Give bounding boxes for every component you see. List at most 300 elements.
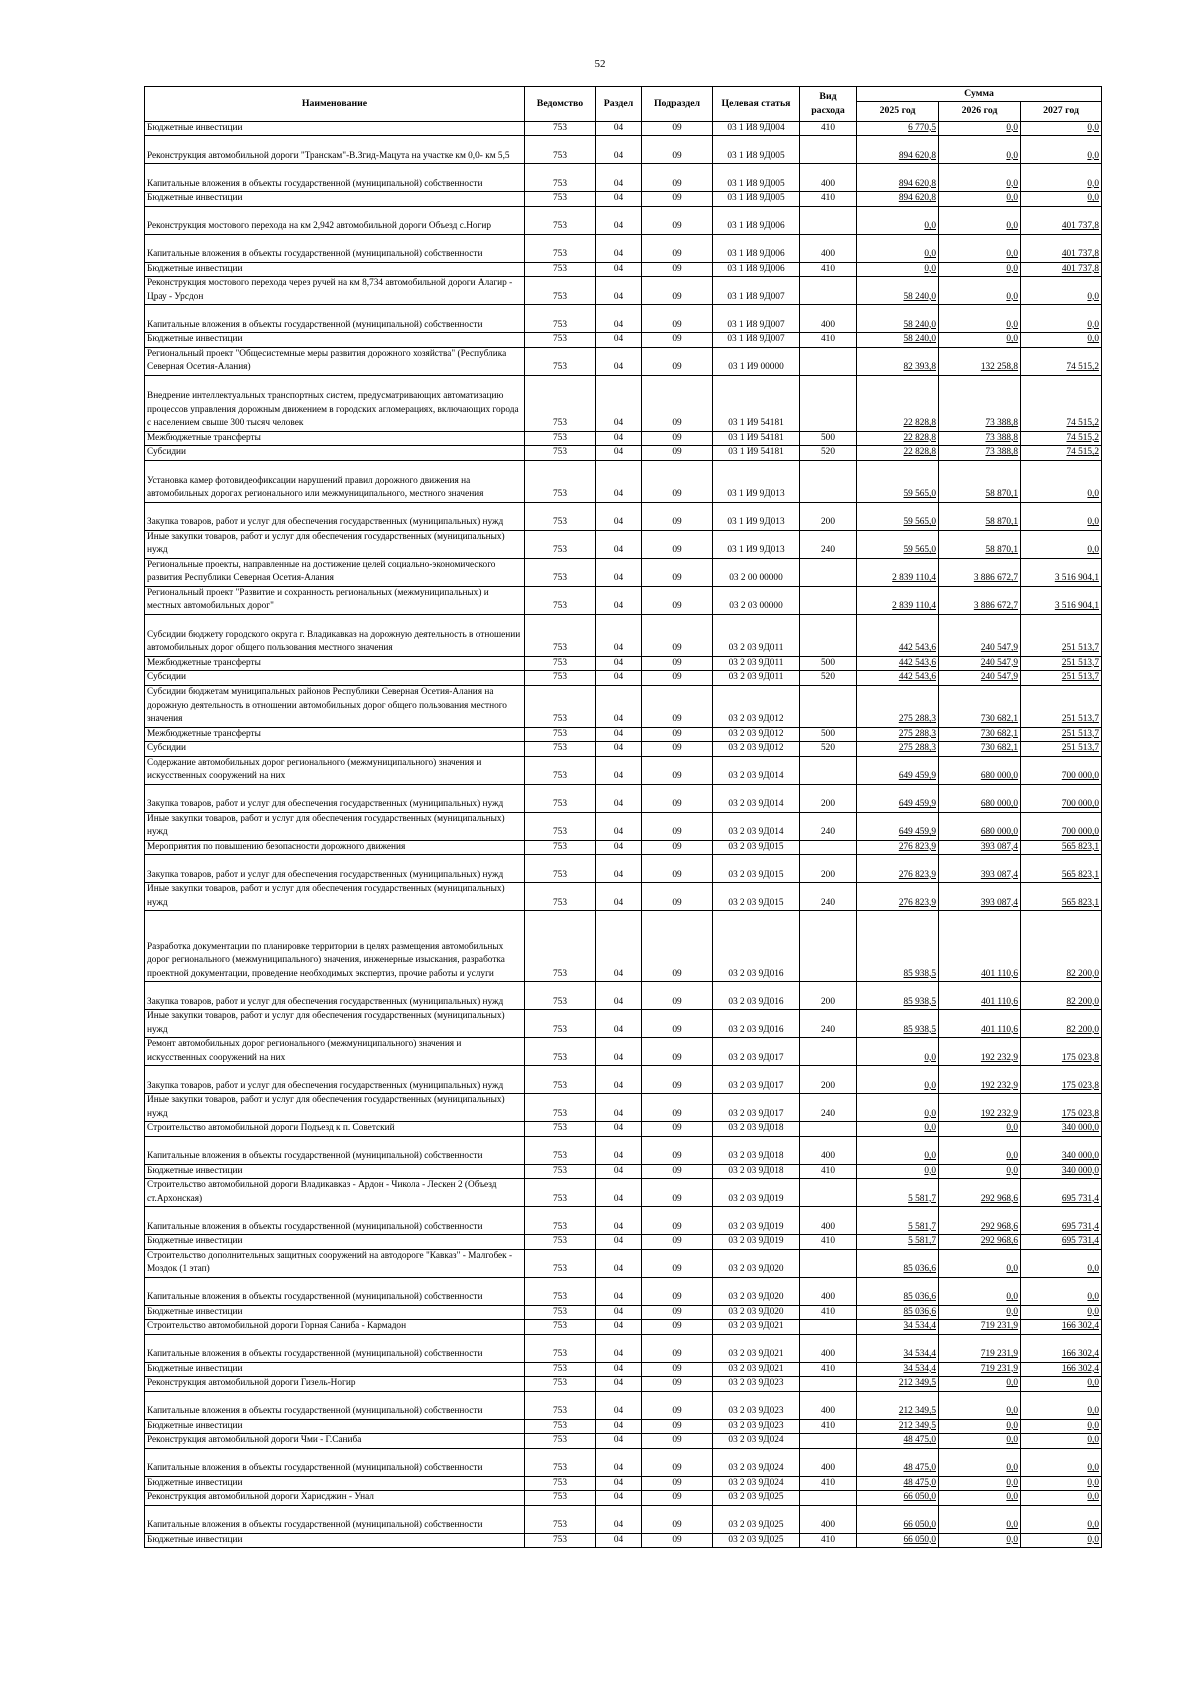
row-dept: 753 xyxy=(525,1122,596,1137)
row-sum-2027: 175 023,8 xyxy=(1021,1094,1102,1122)
row-exptype: 240 xyxy=(800,812,857,840)
row-name: Капитальные вложения в объекты государственной (муниципальной) собственности xyxy=(145,1334,525,1362)
row-exptype xyxy=(800,911,857,982)
row-section: 04 xyxy=(596,164,642,192)
row-sum-2027: 0,0 xyxy=(1021,1505,1102,1533)
table-row xyxy=(145,1391,1102,1419)
row-exptype: 500 xyxy=(800,656,857,671)
row-sum-2027: 695 731,4 xyxy=(1021,1235,1102,1250)
col-dept-header: Ведомство xyxy=(525,87,596,122)
row-target: 03 2 03 9Д021 xyxy=(713,1320,800,1335)
row-sum-2025: 442 543,6 xyxy=(857,656,939,671)
row-sum-2026: 401 110,6 xyxy=(939,982,1021,1010)
row-sum-2027: 0,0 xyxy=(1021,460,1102,502)
row-target: 03 2 03 9Д011 xyxy=(713,614,800,656)
row-name: Субсидии xyxy=(145,671,525,686)
row-subsection: 09 xyxy=(642,1419,713,1434)
row-sum-2027: 3 516 904,1 xyxy=(1021,586,1102,614)
table-row xyxy=(145,1362,1102,1377)
row-sum-2025: 442 543,6 xyxy=(857,671,939,686)
row-exptype: 400 xyxy=(800,1136,857,1164)
row-sum-2027: 175 023,8 xyxy=(1021,1038,1102,1066)
row-dept: 753 xyxy=(525,347,596,375)
row-dept: 753 xyxy=(525,1391,596,1419)
row-dept: 753 xyxy=(525,1066,596,1094)
row-sum-2025: 442 543,6 xyxy=(857,614,939,656)
row-sum-2027: 0,0 xyxy=(1021,1249,1102,1277)
row-dept: 753 xyxy=(525,1362,596,1377)
table-row xyxy=(145,431,1102,446)
row-name: Установка камер фотовидеофиксации нарушений правил дорожного движения на автомобильных дорогах регионального или межмуниципального, местного значения xyxy=(145,460,525,502)
row-exptype xyxy=(800,1249,857,1277)
row-target: 03 2 03 9Д017 xyxy=(713,1066,800,1094)
row-sum-2026: 0,0 xyxy=(939,1277,1021,1305)
row-dept: 753 xyxy=(525,586,596,614)
row-name: Бюджетные инвестиции xyxy=(145,262,525,277)
row-target: 03 2 03 9Д014 xyxy=(713,812,800,840)
row-dept: 753 xyxy=(525,502,596,530)
row-section: 04 xyxy=(596,671,642,686)
row-exptype: 200 xyxy=(800,784,857,812)
row-dept: 753 xyxy=(525,1320,596,1335)
row-target: 03 2 03 9Д024 xyxy=(713,1448,800,1476)
row-exptype: 410 xyxy=(800,1305,857,1320)
row-name: Капитальные вложения в объекты государственной (муниципальной) собственности xyxy=(145,305,525,333)
row-sum-2025: 58 240,0 xyxy=(857,277,939,305)
row-section: 04 xyxy=(596,347,642,375)
row-sum-2027: 700 000,0 xyxy=(1021,812,1102,840)
row-section: 04 xyxy=(596,460,642,502)
row-name: Капитальные вложения в объекты государственной (муниципальной) собственности xyxy=(145,234,525,262)
row-sum-2026: 292 968,6 xyxy=(939,1235,1021,1250)
row-sum-2026: 0,0 xyxy=(939,262,1021,277)
row-target: 03 2 03 9Д018 xyxy=(713,1136,800,1164)
row-section: 04 xyxy=(596,1419,642,1434)
row-sum-2025: 85 036,6 xyxy=(857,1305,939,1320)
row-dept: 753 xyxy=(525,192,596,207)
row-sum-2025: 22 828,8 xyxy=(857,446,939,461)
row-name: Иные закупки товаров, работ и услуг для обеспечения государственных (муниципальных) нужд xyxy=(145,530,525,558)
row-exptype: 400 xyxy=(800,305,857,333)
table-row xyxy=(145,206,1102,234)
row-subsection: 09 xyxy=(642,1305,713,1320)
row-name: Внедрение интеллектуальных транспортных систем, предусматривающих автоматизацию процессов управления дорожным движением в городских агломерациях, включающих города с населением свыше 300 тысяч человек xyxy=(145,375,525,431)
row-exptype xyxy=(800,756,857,784)
row-sum-2025: 34 534,4 xyxy=(857,1334,939,1362)
row-dept: 753 xyxy=(525,784,596,812)
row-subsection: 09 xyxy=(642,1277,713,1305)
table-row xyxy=(145,460,1102,502)
row-section: 04 xyxy=(596,1334,642,1362)
table-row xyxy=(145,685,1102,727)
row-sum-2025: 275 288,3 xyxy=(857,727,939,742)
row-name: Реконструкция мостового перехода на км 2,942 автомобильной дороги Объезд с.Ногир xyxy=(145,206,525,234)
row-target: 03 2 03 9Д024 xyxy=(713,1476,800,1491)
row-subsection: 09 xyxy=(642,558,713,586)
row-section: 04 xyxy=(596,685,642,727)
row-section: 04 xyxy=(596,1434,642,1449)
row-sum-2027: 251 513,7 xyxy=(1021,656,1102,671)
row-subsection: 09 xyxy=(642,1164,713,1179)
row-sum-2026: 730 682,1 xyxy=(939,727,1021,742)
row-dept: 753 xyxy=(525,1249,596,1277)
row-dept: 753 xyxy=(525,460,596,502)
row-section: 04 xyxy=(596,1505,642,1533)
row-subsection: 09 xyxy=(642,1038,713,1066)
row-subsection: 09 xyxy=(642,305,713,333)
row-name: Бюджетные инвестиции xyxy=(145,1419,525,1434)
table-row xyxy=(145,530,1102,558)
row-section: 04 xyxy=(596,742,642,757)
row-sum-2025: 66 050,0 xyxy=(857,1491,939,1506)
row-sum-2027: 0,0 xyxy=(1021,192,1102,207)
row-sum-2026: 58 870,1 xyxy=(939,502,1021,530)
row-sum-2026: 393 087,4 xyxy=(939,840,1021,855)
row-sum-2026: 401 110,6 xyxy=(939,1010,1021,1038)
row-dept: 753 xyxy=(525,530,596,558)
row-name: Иные закупки товаров, работ и услуг для обеспечения государственных (муниципальных) нужд xyxy=(145,1010,525,1038)
row-sum-2026: 58 870,1 xyxy=(939,530,1021,558)
row-section: 04 xyxy=(596,262,642,277)
row-exptype xyxy=(800,136,857,164)
row-section: 04 xyxy=(596,1207,642,1235)
row-subsection: 09 xyxy=(642,1377,713,1392)
row-sum-2026: 0,0 xyxy=(939,136,1021,164)
row-target: 03 2 00 00000 xyxy=(713,558,800,586)
row-sum-2025: 0,0 xyxy=(857,206,939,234)
row-section: 04 xyxy=(596,1136,642,1164)
row-subsection: 09 xyxy=(642,234,713,262)
row-name: Реконструкция автомобильной дороги Чми - Г.Саниба xyxy=(145,1434,525,1449)
row-exptype: 400 xyxy=(800,164,857,192)
row-dept: 753 xyxy=(525,431,596,446)
row-sum-2026: 0,0 xyxy=(939,305,1021,333)
row-sum-2027: 0,0 xyxy=(1021,164,1102,192)
row-target: 03 2 03 9Д015 xyxy=(713,855,800,883)
row-sum-2025: 85 036,6 xyxy=(857,1249,939,1277)
row-section: 04 xyxy=(596,1010,642,1038)
row-dept: 753 xyxy=(525,1305,596,1320)
row-name: Капитальные вложения в объекты государственной (муниципальной) собственности xyxy=(145,1136,525,1164)
row-subsection: 09 xyxy=(642,784,713,812)
budget-table xyxy=(144,86,1102,1548)
row-target: 03 2 03 9Д012 xyxy=(713,742,800,757)
table-row xyxy=(145,502,1102,530)
row-exptype xyxy=(800,586,857,614)
row-dept: 753 xyxy=(525,1377,596,1392)
table-row xyxy=(145,234,1102,262)
row-section: 04 xyxy=(596,1362,642,1377)
row-exptype: 400 xyxy=(800,1207,857,1235)
row-name: Бюджетные инвестиции xyxy=(145,1533,525,1548)
row-sum-2027: 82 200,0 xyxy=(1021,911,1102,982)
row-sum-2027: 0,0 xyxy=(1021,277,1102,305)
row-section: 04 xyxy=(596,656,642,671)
row-target: 03 1 И9 54181 xyxy=(713,431,800,446)
row-subsection: 09 xyxy=(642,1207,713,1235)
row-subsection: 09 xyxy=(642,982,713,1010)
row-sum-2025: 275 288,3 xyxy=(857,685,939,727)
row-sum-2025: 85 938,5 xyxy=(857,982,939,1010)
col-name-header: Наименование xyxy=(145,87,525,122)
row-sum-2027: 82 200,0 xyxy=(1021,1010,1102,1038)
row-exptype: 200 xyxy=(800,855,857,883)
row-name: Закупка товаров, работ и услуг для обеспечения государственных (муниципальных) нужд xyxy=(145,982,525,1010)
row-section: 04 xyxy=(596,727,642,742)
row-subsection: 09 xyxy=(642,1235,713,1250)
row-sum-2026: 719 231,9 xyxy=(939,1320,1021,1335)
row-exptype xyxy=(800,1434,857,1449)
row-name: Субсидии xyxy=(145,742,525,757)
row-sum-2025: 894 620,8 xyxy=(857,136,939,164)
row-subsection: 09 xyxy=(642,1136,713,1164)
row-subsection: 09 xyxy=(642,1334,713,1362)
row-subsection: 09 xyxy=(642,883,713,911)
page-number: 52 xyxy=(594,58,606,70)
row-target: 03 2 03 9Д025 xyxy=(713,1533,800,1548)
row-name: Региональные проекты, направленные на достижение целей социально-экономического развития Республики Северная Осетия-Алания xyxy=(145,558,525,586)
row-sum-2026: 0,0 xyxy=(939,277,1021,305)
row-target: 03 2 03 00000 xyxy=(713,586,800,614)
row-exptype xyxy=(800,1038,857,1066)
row-sum-2025: 5 581,7 xyxy=(857,1235,939,1250)
table-row xyxy=(145,1320,1102,1335)
row-sum-2027: 700 000,0 xyxy=(1021,784,1102,812)
row-sum-2026: 192 232,9 xyxy=(939,1038,1021,1066)
row-sum-2025: 66 050,0 xyxy=(857,1533,939,1548)
row-name: Бюджетные инвестиции xyxy=(145,333,525,348)
row-dept: 753 xyxy=(525,262,596,277)
row-sum-2026: 73 388,8 xyxy=(939,375,1021,431)
row-sum-2026: 240 547,9 xyxy=(939,656,1021,671)
row-name: Капитальные вложения в объекты государственной (муниципальной) собственности xyxy=(145,1448,525,1476)
row-sum-2025: 34 534,4 xyxy=(857,1362,939,1377)
row-exptype: 200 xyxy=(800,982,857,1010)
row-section: 04 xyxy=(596,840,642,855)
table-row xyxy=(145,375,1102,431)
row-subsection: 09 xyxy=(642,1476,713,1491)
row-section: 04 xyxy=(596,982,642,1010)
col-2027-header: 2027 год xyxy=(1021,101,1102,121)
row-sum-2027: 565 823,1 xyxy=(1021,855,1102,883)
row-target: 03 2 03 9Д023 xyxy=(713,1391,800,1419)
row-target: 03 2 03 9Д018 xyxy=(713,1122,800,1137)
row-sum-2027: 3 516 904,1 xyxy=(1021,558,1102,586)
row-sum-2025: 0,0 xyxy=(857,1066,939,1094)
row-name: Капитальные вложения в объекты государственной (муниципальной) собственности xyxy=(145,1391,525,1419)
table-row xyxy=(145,1277,1102,1305)
row-name: Капитальные вложения в объекты государственной (муниципальной) собственности xyxy=(145,1505,525,1533)
row-sum-2026: 393 087,4 xyxy=(939,883,1021,911)
row-sum-2027: 82 200,0 xyxy=(1021,982,1102,1010)
row-dept: 753 xyxy=(525,756,596,784)
row-section: 04 xyxy=(596,586,642,614)
row-sum-2025: 22 828,8 xyxy=(857,375,939,431)
row-dept: 753 xyxy=(525,742,596,757)
row-sum-2027: 251 513,7 xyxy=(1021,727,1102,742)
row-exptype: 240 xyxy=(800,530,857,558)
row-exptype xyxy=(800,840,857,855)
row-name: Бюджетные инвестиции xyxy=(145,1235,525,1250)
row-sum-2027: 0,0 xyxy=(1021,1419,1102,1434)
row-sum-2025: 85 938,5 xyxy=(857,1010,939,1038)
row-exptype: 240 xyxy=(800,1010,857,1038)
row-section: 04 xyxy=(596,756,642,784)
row-exptype: 410 xyxy=(800,1533,857,1548)
row-subsection: 09 xyxy=(642,1179,713,1207)
row-subsection: 09 xyxy=(642,1362,713,1377)
row-sum-2025: 5 581,7 xyxy=(857,1207,939,1235)
row-target: 03 2 03 9Д019 xyxy=(713,1207,800,1235)
row-subsection: 09 xyxy=(642,530,713,558)
row-sum-2027: 401 737,8 xyxy=(1021,262,1102,277)
row-name: Реконструкция автомобильной дороги Харисджин - Унал xyxy=(145,1491,525,1506)
row-sum-2026: 0,0 xyxy=(939,192,1021,207)
row-dept: 753 xyxy=(525,1476,596,1491)
row-section: 04 xyxy=(596,1249,642,1277)
table-row xyxy=(145,305,1102,333)
row-name: Региональный проект "Общесистемные меры развития дорожного хозяйства" (Республика Северная Осетия-Алания) xyxy=(145,347,525,375)
row-subsection: 09 xyxy=(642,206,713,234)
row-sum-2027: 166 302,4 xyxy=(1021,1362,1102,1377)
row-exptype xyxy=(800,277,857,305)
row-section: 04 xyxy=(596,1122,642,1137)
row-target: 03 1 И9 9Д013 xyxy=(713,530,800,558)
row-sum-2026: 719 231,9 xyxy=(939,1334,1021,1362)
row-dept: 753 xyxy=(525,206,596,234)
table-row xyxy=(145,1179,1102,1207)
row-sum-2027: 0,0 xyxy=(1021,121,1102,136)
row-target: 03 2 03 9Д011 xyxy=(713,671,800,686)
row-sum-2026: 680 000,0 xyxy=(939,756,1021,784)
row-subsection: 09 xyxy=(642,1010,713,1038)
row-section: 04 xyxy=(596,883,642,911)
row-target: 03 1 И8 9Д007 xyxy=(713,277,800,305)
row-exptype: 240 xyxy=(800,1094,857,1122)
row-dept: 753 xyxy=(525,446,596,461)
row-dept: 753 xyxy=(525,1419,596,1434)
row-name: Закупка товаров, работ и услуг для обеспечения государственных (муниципальных) нужд xyxy=(145,502,525,530)
row-exptype xyxy=(800,347,857,375)
row-subsection: 09 xyxy=(642,375,713,431)
row-subsection: 09 xyxy=(642,262,713,277)
table-row xyxy=(145,1249,1102,1277)
row-target: 03 2 03 9Д025 xyxy=(713,1491,800,1506)
row-target: 03 2 03 9Д016 xyxy=(713,982,800,1010)
row-target: 03 1 И8 9Д006 xyxy=(713,234,800,262)
row-section: 04 xyxy=(596,1179,642,1207)
row-sum-2025: 85 938,5 xyxy=(857,911,939,982)
row-sum-2027: 0,0 xyxy=(1021,1434,1102,1449)
row-exptype: 400 xyxy=(800,1334,857,1362)
row-exptype: 410 xyxy=(800,192,857,207)
row-sum-2027: 340 000,0 xyxy=(1021,1164,1102,1179)
row-sum-2025: 649 459,9 xyxy=(857,784,939,812)
row-sum-2026: 3 886 672,7 xyxy=(939,558,1021,586)
row-name: Региональный проект "Развитие и сохранность региональных (межмуниципальных) и местных автомобильных дорог" xyxy=(145,586,525,614)
row-sum-2027: 0,0 xyxy=(1021,305,1102,333)
row-sum-2027: 251 513,7 xyxy=(1021,742,1102,757)
row-sum-2026: 0,0 xyxy=(939,1533,1021,1548)
table-row xyxy=(145,1010,1102,1038)
row-target: 03 1 И9 9Д013 xyxy=(713,460,800,502)
row-subsection: 09 xyxy=(642,1249,713,1277)
row-name: Субсидии бюджетам муниципальных районов Республики Северная Осетия-Алания на дорожную деятельность в отношении автомобильных дорог общего пользования местного значения xyxy=(145,685,525,727)
row-target: 03 2 03 9Д020 xyxy=(713,1249,800,1277)
row-name: Иные закупки товаров, работ и услуг для обеспечения государственных (муниципальных) нужд xyxy=(145,812,525,840)
row-target: 03 1 И8 9Д006 xyxy=(713,262,800,277)
row-sum-2027: 0,0 xyxy=(1021,136,1102,164)
row-dept: 753 xyxy=(525,614,596,656)
table-row xyxy=(145,446,1102,461)
row-dept: 753 xyxy=(525,1505,596,1533)
row-exptype: 410 xyxy=(800,1164,857,1179)
row-exptype: 410 xyxy=(800,333,857,348)
row-sum-2025: 48 475,0 xyxy=(857,1434,939,1449)
table-row xyxy=(145,1164,1102,1179)
table-row xyxy=(145,1066,1102,1094)
row-subsection: 09 xyxy=(642,656,713,671)
row-subsection: 09 xyxy=(642,192,713,207)
row-exptype xyxy=(800,460,857,502)
row-target: 03 2 03 9Д014 xyxy=(713,756,800,784)
row-dept: 753 xyxy=(525,671,596,686)
row-sum-2026: 730 682,1 xyxy=(939,685,1021,727)
table-row xyxy=(145,1533,1102,1548)
row-sum-2026: 240 547,9 xyxy=(939,671,1021,686)
row-sum-2025: 58 240,0 xyxy=(857,305,939,333)
row-target: 03 2 03 9Д024 xyxy=(713,1434,800,1449)
row-dept: 753 xyxy=(525,911,596,982)
row-sum-2026: 0,0 xyxy=(939,1448,1021,1476)
row-name: Капитальные вложения в объекты государственной (муниципальной) собственности xyxy=(145,1207,525,1235)
row-target: 03 2 03 9Д017 xyxy=(713,1094,800,1122)
row-target: 03 2 03 9Д019 xyxy=(713,1235,800,1250)
row-dept: 753 xyxy=(525,121,596,136)
row-dept: 753 xyxy=(525,656,596,671)
row-dept: 753 xyxy=(525,305,596,333)
row-sum-2027: 695 731,4 xyxy=(1021,1207,1102,1235)
table-row xyxy=(145,121,1102,136)
row-section: 04 xyxy=(596,431,642,446)
table-row xyxy=(145,1094,1102,1122)
row-target: 03 2 03 9Д015 xyxy=(713,840,800,855)
row-sum-2025: 276 823,9 xyxy=(857,855,939,883)
row-sum-2026: 0,0 xyxy=(939,1164,1021,1179)
row-sum-2026: 292 968,6 xyxy=(939,1179,1021,1207)
table-row xyxy=(145,277,1102,305)
row-sum-2027: 695 731,4 xyxy=(1021,1179,1102,1207)
row-sum-2025: 48 475,0 xyxy=(857,1448,939,1476)
row-sum-2027: 340 000,0 xyxy=(1021,1136,1102,1164)
row-sum-2025: 0,0 xyxy=(857,1122,939,1137)
row-sum-2026: 0,0 xyxy=(939,1491,1021,1506)
row-exptype: 200 xyxy=(800,1066,857,1094)
table-row xyxy=(145,1476,1102,1491)
row-sum-2026: 0,0 xyxy=(939,1505,1021,1533)
table-row xyxy=(145,164,1102,192)
row-subsection: 09 xyxy=(642,431,713,446)
row-sum-2026: 0,0 xyxy=(939,333,1021,348)
row-name: Бюджетные инвестиции xyxy=(145,121,525,136)
row-exptype xyxy=(800,558,857,586)
table-row xyxy=(145,727,1102,742)
row-sum-2027: 0,0 xyxy=(1021,1476,1102,1491)
row-target: 03 2 03 9Д020 xyxy=(713,1277,800,1305)
row-sum-2026: 0,0 xyxy=(939,1419,1021,1434)
row-dept: 753 xyxy=(525,136,596,164)
row-subsection: 09 xyxy=(642,671,713,686)
